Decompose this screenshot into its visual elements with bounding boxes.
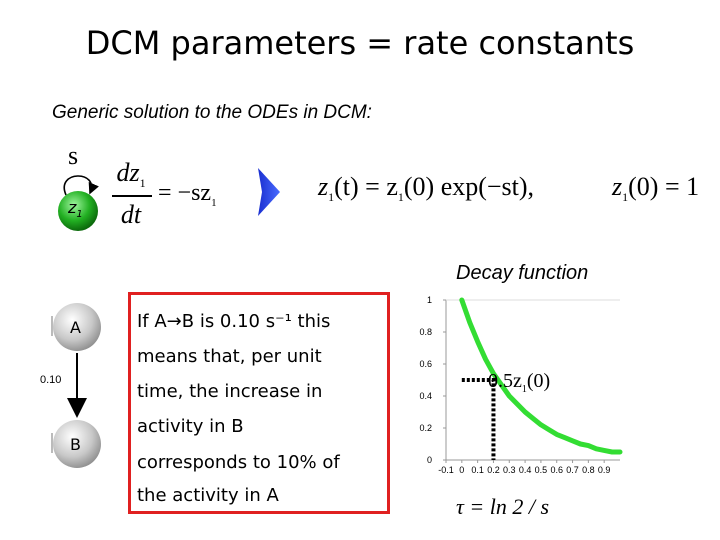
explanation-line-1: If A→B is 0.10 s⁻¹ this — [137, 311, 331, 332]
x-tick-label: -0.1 — [438, 465, 454, 475]
explanation-line-5: corresponds to 10% of — [137, 452, 340, 473]
initial-sub: 1 — [622, 190, 629, 205]
node-z1-label — [68, 198, 83, 220]
ode-rhs-text: = −sz — [158, 180, 212, 206]
ode-fraction-denominator: dt — [120, 200, 142, 229]
node-a-label: A — [70, 318, 81, 337]
explanation-line-2: means that, per unit — [137, 346, 322, 367]
implies-arrow-icon — [256, 166, 282, 222]
edge-weight-label: 0.10 — [40, 374, 62, 386]
x-tick-label: 0.7 — [566, 465, 579, 475]
y-tick-label: 0.4 — [419, 391, 432, 401]
ode-numerator-text: dz — [116, 158, 140, 187]
node-z-letter: z — [68, 198, 77, 217]
slide-subtitle: Generic solution to the ODEs in DCM: — [52, 102, 372, 123]
explanation-line-3: time, the increase in — [137, 381, 323, 402]
node-z-subscript: 1 — [76, 209, 83, 221]
x-tick-label: 0 — [459, 465, 465, 475]
decay-function-label: Decay function — [456, 262, 589, 284]
node-b-edge-mark — [51, 433, 53, 453]
tau-formula: τ = ln 2 / s — [456, 494, 550, 519]
x-tick-label: 0.9 — [597, 465, 611, 475]
y-tick-label: 0.6 — [419, 359, 432, 369]
x-tick-label: 0.1 — [471, 465, 484, 475]
y-tick-label: 0.8 — [419, 327, 432, 337]
x-tick-label: 0.4 — [518, 465, 532, 475]
explanation-line-6: the activity in A — [137, 485, 279, 506]
x-tick-label: 0.2 — [487, 465, 500, 475]
x-tick-label: 0.8 — [582, 465, 595, 475]
annotation-text: 0.5z — [488, 370, 522, 392]
x-tick-label: 0.6 — [550, 465, 563, 475]
ode-fraction-bar — [112, 195, 152, 197]
y-tick-label: 1 — [426, 295, 432, 305]
x-tick-label: 0.3 — [503, 465, 516, 475]
implies-arrow-svg — [256, 166, 282, 218]
annotation-sub: 1 — [521, 384, 527, 395]
ode-rhs-sub: 1 — [211, 196, 217, 209]
initial-condition — [612, 172, 699, 205]
explanation-line-4: activity in B — [137, 416, 244, 437]
ode-rhs — [158, 180, 217, 209]
solution-rhs-tail: (0) exp(−st), — [403, 172, 535, 201]
self-loop-label: s — [68, 141, 79, 170]
half-life-annotation — [488, 370, 550, 395]
ode-numerator-sub: 1 — [139, 176, 146, 191]
initial-lhs: z — [612, 172, 623, 201]
solution-lhs-arg: (t) = z — [334, 172, 398, 201]
node-a-edge-mark — [51, 316, 53, 336]
solution-lhs-sub: 1 — [328, 190, 335, 205]
solution-equation — [318, 172, 534, 205]
ode-equation — [112, 158, 232, 238]
initial-tail: (0) = 1 — [628, 172, 700, 201]
network-diagram — [40, 298, 120, 478]
slide-title: DCM parameters = rate constants — [85, 24, 635, 62]
x-tick-label: 0.5 — [534, 465, 548, 475]
y-tick-label: 0.2 — [419, 423, 432, 433]
self-loop-node-diagram — [50, 141, 110, 235]
explanation-box — [128, 292, 390, 514]
y-tick-label: 0 — [426, 455, 432, 465]
annotation-tail: (0) — [526, 370, 551, 392]
ode-fraction-numerator — [112, 158, 150, 191]
self-loop-svg — [50, 145, 110, 235]
solution-rhs-sub: 1 — [397, 190, 404, 205]
solution-lhs: z — [318, 172, 329, 201]
node-b-label: B — [70, 435, 81, 454]
